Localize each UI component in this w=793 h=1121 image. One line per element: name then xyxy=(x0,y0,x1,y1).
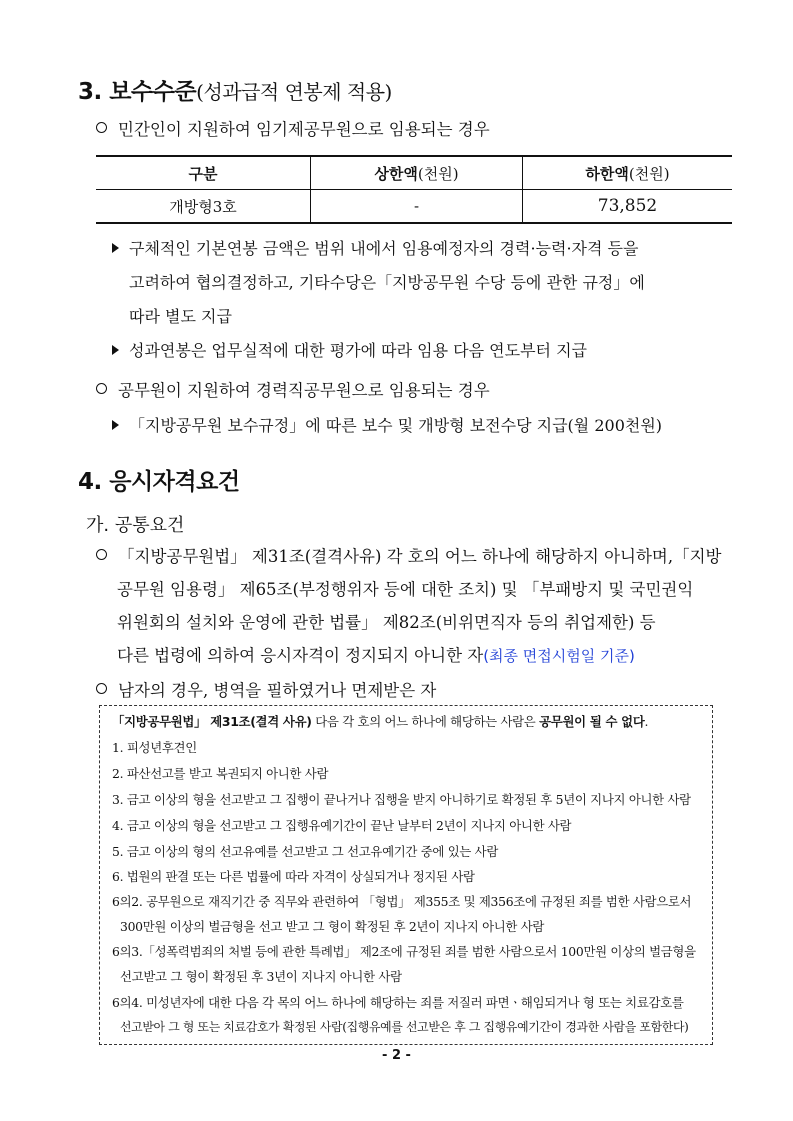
bullet-1-line-1: 구체적인 기본연봉 금액은 범위 내에서 임용예정자의 경력·능력·자격 등을 xyxy=(112,236,638,259)
pay-table-header-category: 구분 xyxy=(96,156,311,190)
circle-bullet-icon xyxy=(96,683,107,694)
box-line: 선고받고 그 형이 확정된 후 3년이 지나지 아니한 사람 xyxy=(120,969,402,984)
pay-table-header-lower: 하한액(천원) xyxy=(523,156,733,190)
section-4-item-1-line-2: 공무원 임용령」 제65조(부정행위자 등에 대한 조치) 및 「부패방지 및 국민권익 xyxy=(117,580,694,599)
bullet-1-line-2: 고려하여 협의결정하고, 기타수당은「지방공무원 수당 등에 관한 규정」에 xyxy=(129,273,645,292)
disqualification-box xyxy=(99,705,713,1045)
section-3-heading xyxy=(78,73,392,106)
section-4-heading: 4. 응시자격요건 xyxy=(78,469,240,495)
pay-table xyxy=(96,155,732,224)
exam-date-note: (최종 면접시험일 기준) xyxy=(483,647,635,665)
pay-table-header-upper: 상한액(천원) xyxy=(311,156,523,190)
section-4-item-1-line-4: 다른 법령에 의하여 응시자격이 정지되지 아니한 자(최종 면접시험일 기준) xyxy=(117,646,635,665)
pay-table-cell-upper: - xyxy=(311,190,523,224)
bullet-1-line-3: 따라 별도 지급 xyxy=(129,307,232,326)
box-line: 6의2. 공무원으로 재직기간 중 직무와 관련하여 「형법」 제355조 및 제356조에 규정된 죄를 범한 사람으로서 xyxy=(112,894,692,909)
triangle-bullet-icon xyxy=(112,345,119,355)
section-4-item-1-line-3: 위원회의 설치와 운영에 관한 법률」 제82조(비위면직자 등의 취업제한) 등 xyxy=(117,613,656,632)
circle-bullet-icon xyxy=(96,122,107,133)
triangle-bullet-icon xyxy=(112,243,119,253)
circle-bullet-icon xyxy=(96,549,107,560)
box-line: 6의3.「성폭력범죄의 처벌 등에 관한 특례법」 제2조에 규정된 죄를 범한 사람으로서 100만원 이상의 벌금형을 xyxy=(112,944,696,959)
section-3-title: 보수수준 xyxy=(109,79,197,105)
section-4-item-2: 남자의 경우, 병역을 필하였거나 면제받은 자 xyxy=(96,677,436,701)
sub-heading-common: 가. 공통요건 xyxy=(86,515,185,536)
bullet-3: 「지방공무원 보수규정」에 따른 보수 및 개방형 보전수당 지급(월 200천원) xyxy=(112,413,662,436)
section-3-item-1 xyxy=(96,116,490,140)
section-3-item-2: 공무원이 지원하여 경력직공무원으로 임용되는 경우 xyxy=(96,377,490,401)
pay-table-cell-lower: 73,852 xyxy=(523,190,733,224)
pay-table-cell-category: 개방형3호 xyxy=(96,190,311,224)
box-line: 1. 피성년후견인 xyxy=(112,740,197,755)
section-3-item-1-text: 민간인이 지원하여 임기제공무원으로 임용되는 경우 xyxy=(118,120,490,139)
table-row xyxy=(96,190,732,224)
circle-bullet-icon xyxy=(96,383,107,394)
box-line: 300만원 이상의 벌금형을 선고 받고 그 형이 확정된 후 2년이 지나지 아니한 사람 xyxy=(120,919,545,934)
box-line: 5. 금고 이상의 형의 선고유예를 선고받고 그 선고유예기간 중에 있는 사람 xyxy=(112,844,499,859)
box-heading: 「지방공무원법」 제31조(결격 사유) 다음 각 호의 어느 하나에 해당하는 사람은 공무원이 될 수 없다. xyxy=(112,714,649,729)
pay-table-header-row xyxy=(96,156,732,190)
page-number: - 2 - xyxy=(382,1048,411,1063)
box-line: 2. 파산선고를 받고 복권되지 아니한 사람 xyxy=(112,766,329,781)
triangle-bullet-icon xyxy=(112,420,119,430)
section-4-item-1-line-1: 「지방공무원법」 제31조(결격사유) 각 호의 어느 하나에 해당하지 아니하며,「지방 xyxy=(96,543,722,567)
box-line: 3. 금고 이상의 형을 선고받고 그 집행이 끝나거나 집행을 받지 아니하기로 확정된 후 5년이 지나지 아니한 사람 xyxy=(112,792,691,807)
section-3-title-paren: (성과급적 연봉제 적용) xyxy=(196,80,392,104)
box-line: 6의4. 미성년자에 대한 다음 각 목의 어느 하나에 해당하는 죄를 저질러 파면ㆍ해임되거나 형 또는 치료감호를 xyxy=(112,995,684,1010)
box-line: 선고받아 그 형 또는 치료감호가 확정된 사람(집행유예를 선고받은 후 그 집행유예기간이 경과한 사람을 포함한다) xyxy=(120,1020,689,1034)
box-line: 6. 법원의 판결 또는 다른 법률에 따라 자격이 상실되거나 정지된 사람 xyxy=(112,869,475,884)
bullet-2: 성과연봉은 업무실적에 대한 평가에 따라 임용 다음 연도부터 지급 xyxy=(112,338,587,361)
section-3-number: 3. xyxy=(78,79,102,105)
box-line: 4. 금고 이상의 형을 선고받고 그 집행유예기간이 끝난 날부터 2년이 지나지 아니한 사람 xyxy=(112,818,572,833)
